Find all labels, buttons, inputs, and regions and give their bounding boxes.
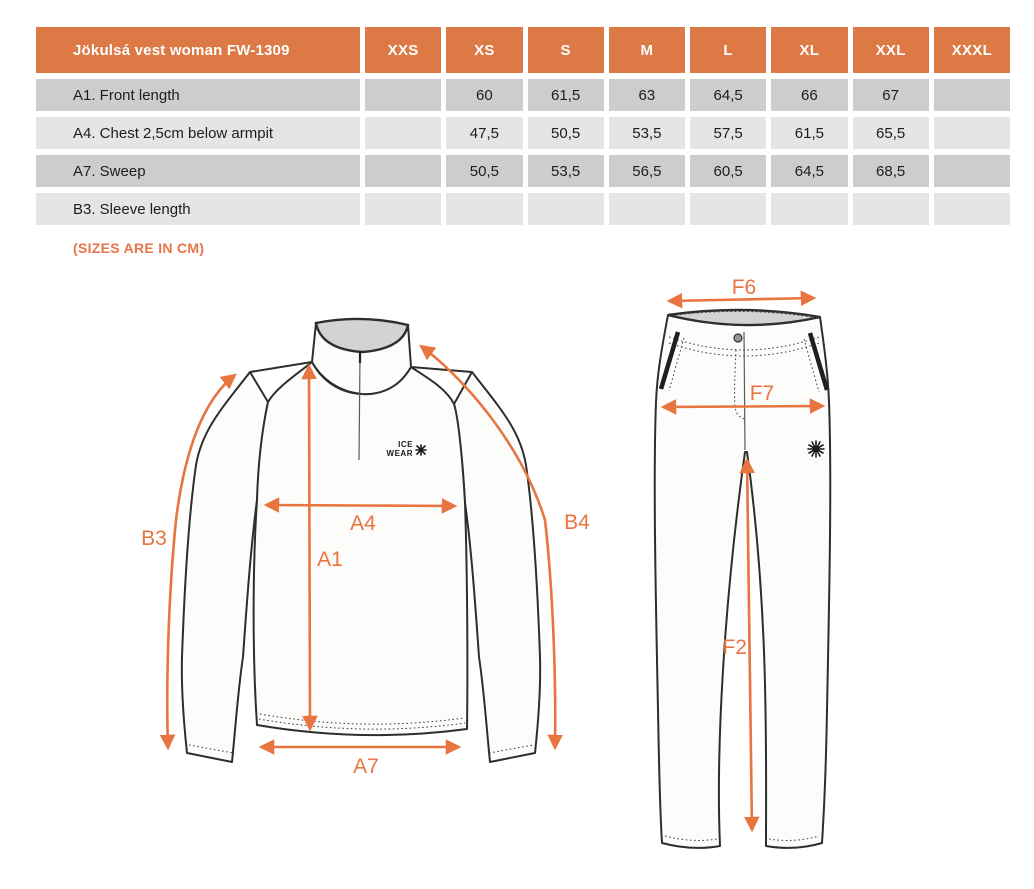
measurement-row-label: A7. Sweep — [36, 155, 360, 187]
logo-line1: ICE — [398, 440, 413, 449]
size-value-cell: 67 — [853, 79, 929, 111]
snowflake-icon — [416, 445, 426, 455]
size-value-cell: 60 — [446, 79, 522, 111]
size-column-header-l: L — [690, 27, 766, 73]
f2-label: F2 — [722, 636, 747, 659]
size-value-cell: 53,5 — [609, 117, 685, 149]
a4-arrow — [266, 505, 455, 506]
size-value-cell: 56,5 — [609, 155, 685, 187]
a7-label: A7 — [353, 755, 379, 778]
logo-line2: WEAR — [386, 449, 413, 458]
size-value-cell: 64,5 — [771, 155, 847, 187]
size-value-cell: 66 — [771, 79, 847, 111]
size-value-cell: 50,5 — [528, 117, 604, 149]
units-note: (SIZES ARE IN CM) — [73, 240, 205, 256]
a1-label: A1 — [317, 548, 343, 571]
size-value-cell: 50,5 — [446, 155, 522, 187]
f2-arrow — [747, 460, 752, 830]
pants-body — [655, 315, 831, 848]
size-value-cell: 68,5 — [853, 155, 929, 187]
size-value-cell: 63 — [609, 79, 685, 111]
size-column-header-xxl: XXL — [853, 27, 929, 73]
shirt-body — [254, 362, 468, 735]
measurement-row-label: B3. Sleeve length — [36, 193, 360, 225]
a4-label: A4 — [350, 512, 376, 535]
measurement-row-label: A1. Front length — [36, 79, 360, 111]
size-value-cell: 47,5 — [446, 117, 522, 149]
measurement-row-label: A4. Chest 2,5cm below armpit — [36, 117, 360, 149]
size-column-header-s: S — [528, 27, 604, 73]
size-column-header-xxxl: XXXL — [934, 27, 1010, 73]
size-value-cell: 53,5 — [528, 155, 604, 187]
size-column-header-xxs: XXS — [365, 27, 441, 73]
size-value-cell: 64,5 — [690, 79, 766, 111]
size-value-cell: 60,5 — [690, 155, 766, 187]
size-column-header-xs: XS — [446, 27, 522, 73]
a1-arrow — [309, 366, 310, 729]
size-value-cell: 61,5 — [771, 117, 847, 149]
size-value-cell: 61,5 — [528, 79, 604, 111]
size-value-cell: 57,5 — [690, 117, 766, 149]
size-column-header-xl: XL — [771, 27, 847, 73]
size-column-header-m: M — [609, 27, 685, 73]
pants-button — [734, 334, 742, 342]
f7-arrow — [663, 406, 823, 407]
b3-label: B3 — [141, 527, 167, 550]
f7-label: F7 — [749, 382, 775, 405]
b4-label: B4 — [564, 511, 590, 534]
size-value-cell: 65,5 — [853, 117, 929, 149]
pants-diagram — [655, 276, 831, 848]
shirt-diagram — [141, 319, 590, 778]
f6-label: F6 — [731, 276, 757, 299]
product-title: Jökulsá vest woman FW-1309 — [36, 27, 360, 73]
